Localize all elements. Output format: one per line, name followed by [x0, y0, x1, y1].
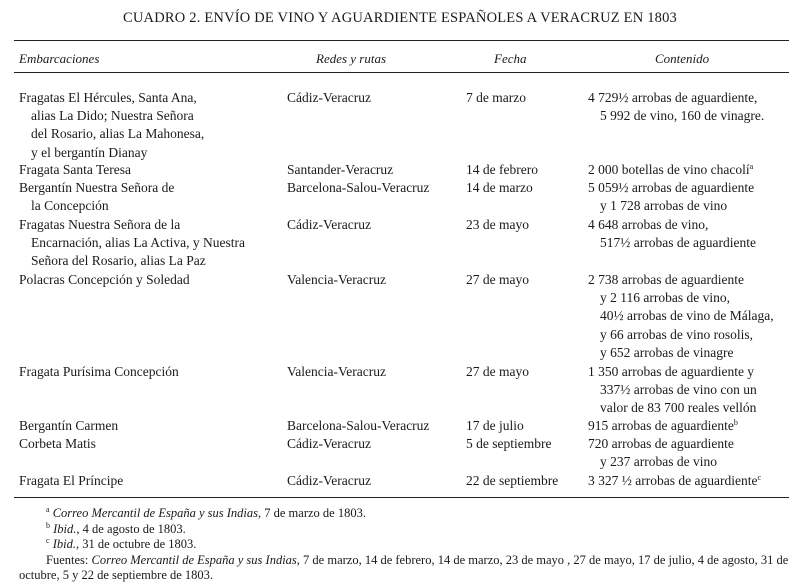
cell-text: 1 350 arrobas de aguardiente y — [588, 364, 755, 379]
cell-text: Polacras Concepción y Soledad — [19, 272, 190, 287]
cell-text: Corbeta Matis — [19, 436, 96, 451]
cell-ship — [19, 89, 204, 162]
cell-line — [588, 271, 774, 289]
cell-line — [588, 326, 774, 344]
cell-content — [588, 472, 761, 490]
cell-route: Cádiz-Veracruz — [287, 217, 371, 232]
cell-line — [19, 271, 190, 289]
cell-text: Fragatas El Hércules, Santa Ana, — [19, 90, 197, 105]
cell-text: 5 992 de vino, 160 de vinagre. — [600, 108, 765, 124]
cell-line — [19, 144, 204, 162]
cell-content — [588, 161, 753, 179]
cell-route: Valencia-Veracruz — [287, 272, 386, 287]
header-contenido: Contenido — [655, 51, 710, 66]
cell-text: 2 738 arrobas de aguardiente — [588, 272, 744, 287]
cell-date: 5 de septiembre — [466, 436, 552, 451]
cell-line — [588, 417, 738, 435]
cell-text: Encarnación, alias La Activa, y Nuestra — [31, 235, 246, 251]
cell-content — [588, 271, 774, 362]
cell-line — [19, 435, 96, 453]
cell-text: la Concepción — [31, 198, 109, 214]
cell-line — [588, 179, 754, 197]
cell-content — [588, 179, 754, 215]
cell-line — [588, 161, 753, 179]
footnote-c: $^c$ Ibid., 31 de octubre de 1803. — [46, 536, 197, 551]
cell-line — [19, 179, 174, 197]
cell-content — [588, 363, 757, 418]
cell-text: 337½ arrobas de vino con un — [600, 382, 757, 398]
cell-text: 4 729½ arrobas de aguardiente, — [588, 90, 758, 105]
cell-text: Bergantín Nuestra Señora de — [19, 180, 175, 195]
cell-text: y el bergantín Dianay — [31, 144, 148, 160]
cell-line — [588, 472, 761, 490]
cell-line — [19, 125, 204, 143]
cell-text: Fragata El Príncipe — [19, 473, 124, 488]
cell-ship — [19, 179, 174, 215]
cell-line — [19, 197, 174, 215]
cell-route: Cádiz-Veracruz — [287, 436, 371, 451]
cell-text: 5 059½ arrobas de aguardiente — [588, 180, 755, 195]
cell-date: 14 de marzo — [466, 180, 533, 195]
cell-ship — [19, 472, 123, 490]
cell-route: Cádiz-Veracruz — [287, 473, 371, 488]
cell-ship — [19, 363, 179, 381]
cell-line — [588, 107, 764, 125]
cell-line — [588, 453, 734, 471]
cell-line — [19, 234, 245, 252]
cell-text: y 1 728 arrobas de vino — [600, 198, 728, 214]
header-fecha: Fecha — [494, 51, 527, 66]
sources-line: Fuentes: Correo Mercantil de España y sus Indias, 7 de marzo, 14 de febrero, 14 de marzo, 23 de mayo , 27 de mayo, 17 de julio, 4 de agosto, 31 de — [46, 552, 789, 567]
top-rule — [14, 40, 789, 41]
cell-text: Fragata Purísima Concepción — [19, 364, 179, 379]
cell-line — [588, 216, 756, 234]
cell-ship — [19, 161, 131, 179]
cell-route: Cádiz-Veracruz — [287, 90, 371, 105]
cell-line — [19, 107, 204, 125]
cell-date: 27 de mayo — [466, 272, 529, 287]
cell-line — [588, 289, 774, 307]
cell-text: alias La Dido; Nuestra Señora — [31, 108, 194, 124]
footnote-mark: b — [733, 418, 738, 427]
cell-text: Fragata Santa Teresa — [19, 162, 132, 177]
header-embarcaciones: Embarcaciones — [19, 51, 100, 66]
cell-content — [588, 216, 756, 252]
cell-text: Fragatas Nuestra Señora de la — [19, 217, 181, 232]
cell-date: 14 de febrero — [466, 162, 538, 177]
cell-line — [588, 381, 757, 399]
cell-text: y 66 arrobas de vino rosolis, — [600, 326, 753, 342]
cell-route: Valencia-Veracruz — [287, 364, 386, 379]
footnote-mark: a — [749, 162, 754, 171]
cell-line — [19, 252, 245, 270]
footnote-b: $^b$ Ibid., 4 de agosto de 1803. — [46, 520, 186, 536]
cell-route: Santander-Veracruz — [287, 162, 394, 177]
cell-content — [588, 417, 738, 435]
header-redes-rutas: Redes y rutas — [316, 51, 387, 66]
cell-text: valor de 83 700 reales vellón — [600, 400, 757, 416]
cell-text: 915 arrobas de aguardiente — [588, 418, 734, 433]
cell-text: y 652 arrobas de vinagre — [600, 344, 734, 360]
cell-date: 7 de marzo — [466, 90, 526, 105]
cell-text: 4 648 arrobas de vino, — [588, 217, 709, 232]
cell-content — [588, 89, 764, 125]
cell-line — [588, 89, 764, 107]
cell-ship — [19, 216, 245, 271]
cell-text: 517½ arrobas de aguardiente — [600, 235, 756, 251]
cell-ship — [19, 417, 118, 435]
cell-text: y 237 arrobas de vino — [600, 454, 717, 470]
cell-ship — [19, 271, 190, 289]
cell-text: 40½ arrobas de vino de Málaga, — [600, 308, 774, 324]
cell-route: Barcelona-Salou-Veracruz — [287, 180, 430, 195]
cell-text: Señora del Rosario, alias La Paz — [31, 253, 206, 269]
cell-date: 27 de mayo — [466, 364, 529, 379]
cell-line — [588, 234, 756, 252]
cell-date: 22 de septiembre — [466, 473, 559, 488]
cell-line — [19, 472, 123, 490]
cell-line — [19, 216, 245, 234]
cell-line — [19, 161, 131, 179]
cell-date: 23 de mayo — [466, 217, 529, 232]
cell-line — [588, 435, 734, 453]
cell-line — [19, 363, 179, 381]
cell-route: Barcelona-Salou-Veracruz — [287, 418, 430, 433]
cell-ship — [19, 435, 96, 453]
cell-text: 2 000 botellas de vino chacolí — [588, 162, 750, 177]
footnote-a: $^a$ Correo Mercantil de España y sus Indias, 7 de marzo de 1803. — [46, 505, 366, 520]
cell-text: y 2 116 arrobas de vino, — [600, 290, 730, 306]
cell-line — [588, 307, 774, 325]
sources-line-2: octubre, 5 y 22 de septiembre de 1803. — [19, 568, 214, 582]
cell-line — [588, 197, 754, 215]
footnote-mark: c — [757, 473, 761, 482]
cell-text: Bergantín Carmen — [19, 418, 119, 433]
cell-content — [588, 435, 734, 471]
cell-line — [19, 417, 118, 435]
cell-text: 3 327 ½ arrobas de aguardiente — [588, 473, 758, 488]
cell-text: del Rosario, alias La Mahonesa, — [31, 126, 205, 142]
bottom-rule — [14, 497, 789, 498]
cell-line — [19, 89, 204, 107]
header-rule — [14, 72, 789, 73]
cell-line — [588, 399, 757, 417]
footnotes — [0, 506, 800, 584]
cell-text: 720 arrobas de aguardiente — [588, 436, 734, 451]
cell-date: 17 de julio — [466, 418, 524, 433]
cell-line — [588, 344, 774, 362]
cell-line — [588, 363, 757, 381]
table-title: CUADRO 2. ENVÍO DE VINO Y AGUARDIENTE ESPAÑOLES A VERACRUZ EN 1803 — [122, 10, 677, 26]
